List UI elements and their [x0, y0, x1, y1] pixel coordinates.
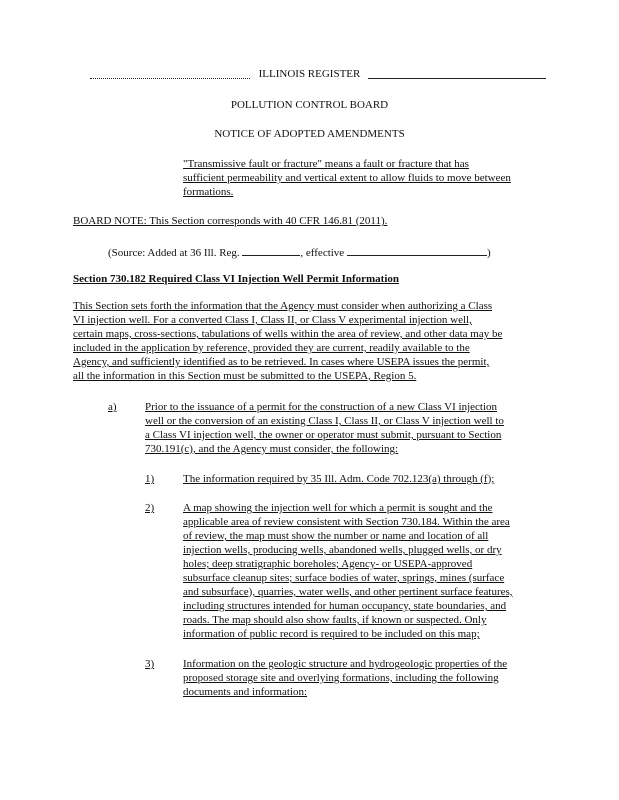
item-2-line-10: information of public record is required to be included on this map; — [183, 628, 480, 640]
item-3-line-1: Information on the geologic structure and hydrogeologic properties of the — [183, 658, 508, 670]
source-prefix: (Source: Added at 36 Ill. Reg. — [108, 247, 240, 259]
item-2-line-1: A map showing the injection well for which a permit is sought and the — [183, 502, 493, 514]
item-a-line-1: Prior to the issuance of a permit for the construction of a new Class VI injection — [145, 401, 498, 413]
item-2-line-8: including structures intended for human occupancy, state boundaries, and — [183, 600, 507, 612]
item-1-label: 1) — [145, 473, 155, 485]
item-3-label: 3) — [145, 658, 155, 670]
board-note: BOARD NOTE: This Section corresponds with 40 CFR 146.81 (2011). — [73, 215, 388, 227]
item-2-line-7: and subsurface), quarries, water wells, and other pertinent surface features, — [183, 586, 513, 598]
intro-line-2: VI injection well. For a converted Class I, Class II, or Class V experimental injection well, — [73, 314, 472, 326]
item-2-line-9: roads. The map should also show faults, if known or suspected. Only — [183, 614, 487, 626]
notice-title: NOTICE OF ADOPTED AMENDMENTS — [214, 128, 405, 140]
item-a-line-3: a Class VI injection well, the owner or operator must submit, pursuant to Section — [145, 429, 502, 441]
board-title: POLLUTION CONTROL BOARD — [230, 99, 389, 111]
intro-line-6: all the information in this Section must be submitted to the USEPA, Region 5. — [73, 370, 417, 382]
item-2-line-5: holes; deep stratigraphic boreholes; Agency- or USEPA-approved — [183, 558, 473, 570]
intro-line-5: Agency, and sufficiently identified as to be retrieved. In cases where USEPA issues the permit, — [73, 356, 490, 368]
definition-line-1: "Transmissive fault or fracture" means a fault or fracture that has — [183, 158, 469, 170]
source-suffix: ) — [486, 247, 491, 259]
intro-line-3: certain maps, cross-sections, tabulations of wells within the area of review, and other data may be — [73, 328, 503, 340]
intro-line-4: included in the application by reference, provided they are current, readily available to the — [73, 342, 470, 354]
item-a-label: a) — [108, 401, 117, 413]
item-2-line-2: applicable area of review consistent with Section 730.184. Within the area — [183, 516, 510, 528]
definition-line-2: sufficient permeability and vertical extent to allow fluids to move between — [183, 172, 511, 184]
source-line — [108, 244, 491, 260]
item-2-label: 2) — [145, 502, 155, 514]
item-2-line-4: injection wells, producing wells, abandoned wells, plugged wells, or dry — [183, 544, 502, 556]
item-3-line-2: proposed storage site and overlying formations, including the following — [183, 672, 499, 684]
item-a-line-4: 730.191(c), and the Agency must consider, the following: — [145, 443, 399, 455]
item-3-line-3: documents and information: — [183, 686, 308, 698]
item-2-line-6: subsurface cleanup sites; surface bodies of water, springs, mines (surface — [183, 572, 505, 584]
definition-line-3: formations. — [183, 186, 234, 198]
register-title: ILLINOIS REGISTER — [258, 68, 361, 80]
source-date-blank — [347, 244, 487, 256]
item-1-text: The information required by 35 Ill. Adm. Code 702.123(a) through (f); — [183, 473, 495, 485]
section-heading: Section 730.182 Required Class VI Injection Well Permit Information — [73, 273, 400, 285]
intro-line-1: This Section sets forth the information that the Agency must consider when authorizing a Class — [73, 300, 493, 312]
item-a-line-2: well or the conversion of an existing Class I, Class II, or Class V injection well to — [145, 415, 504, 427]
item-2-line-3: of review, the map must show the number or name and location of all — [183, 530, 489, 542]
source-effective: , effective — [300, 247, 345, 259]
source-reg-blank — [242, 244, 300, 256]
